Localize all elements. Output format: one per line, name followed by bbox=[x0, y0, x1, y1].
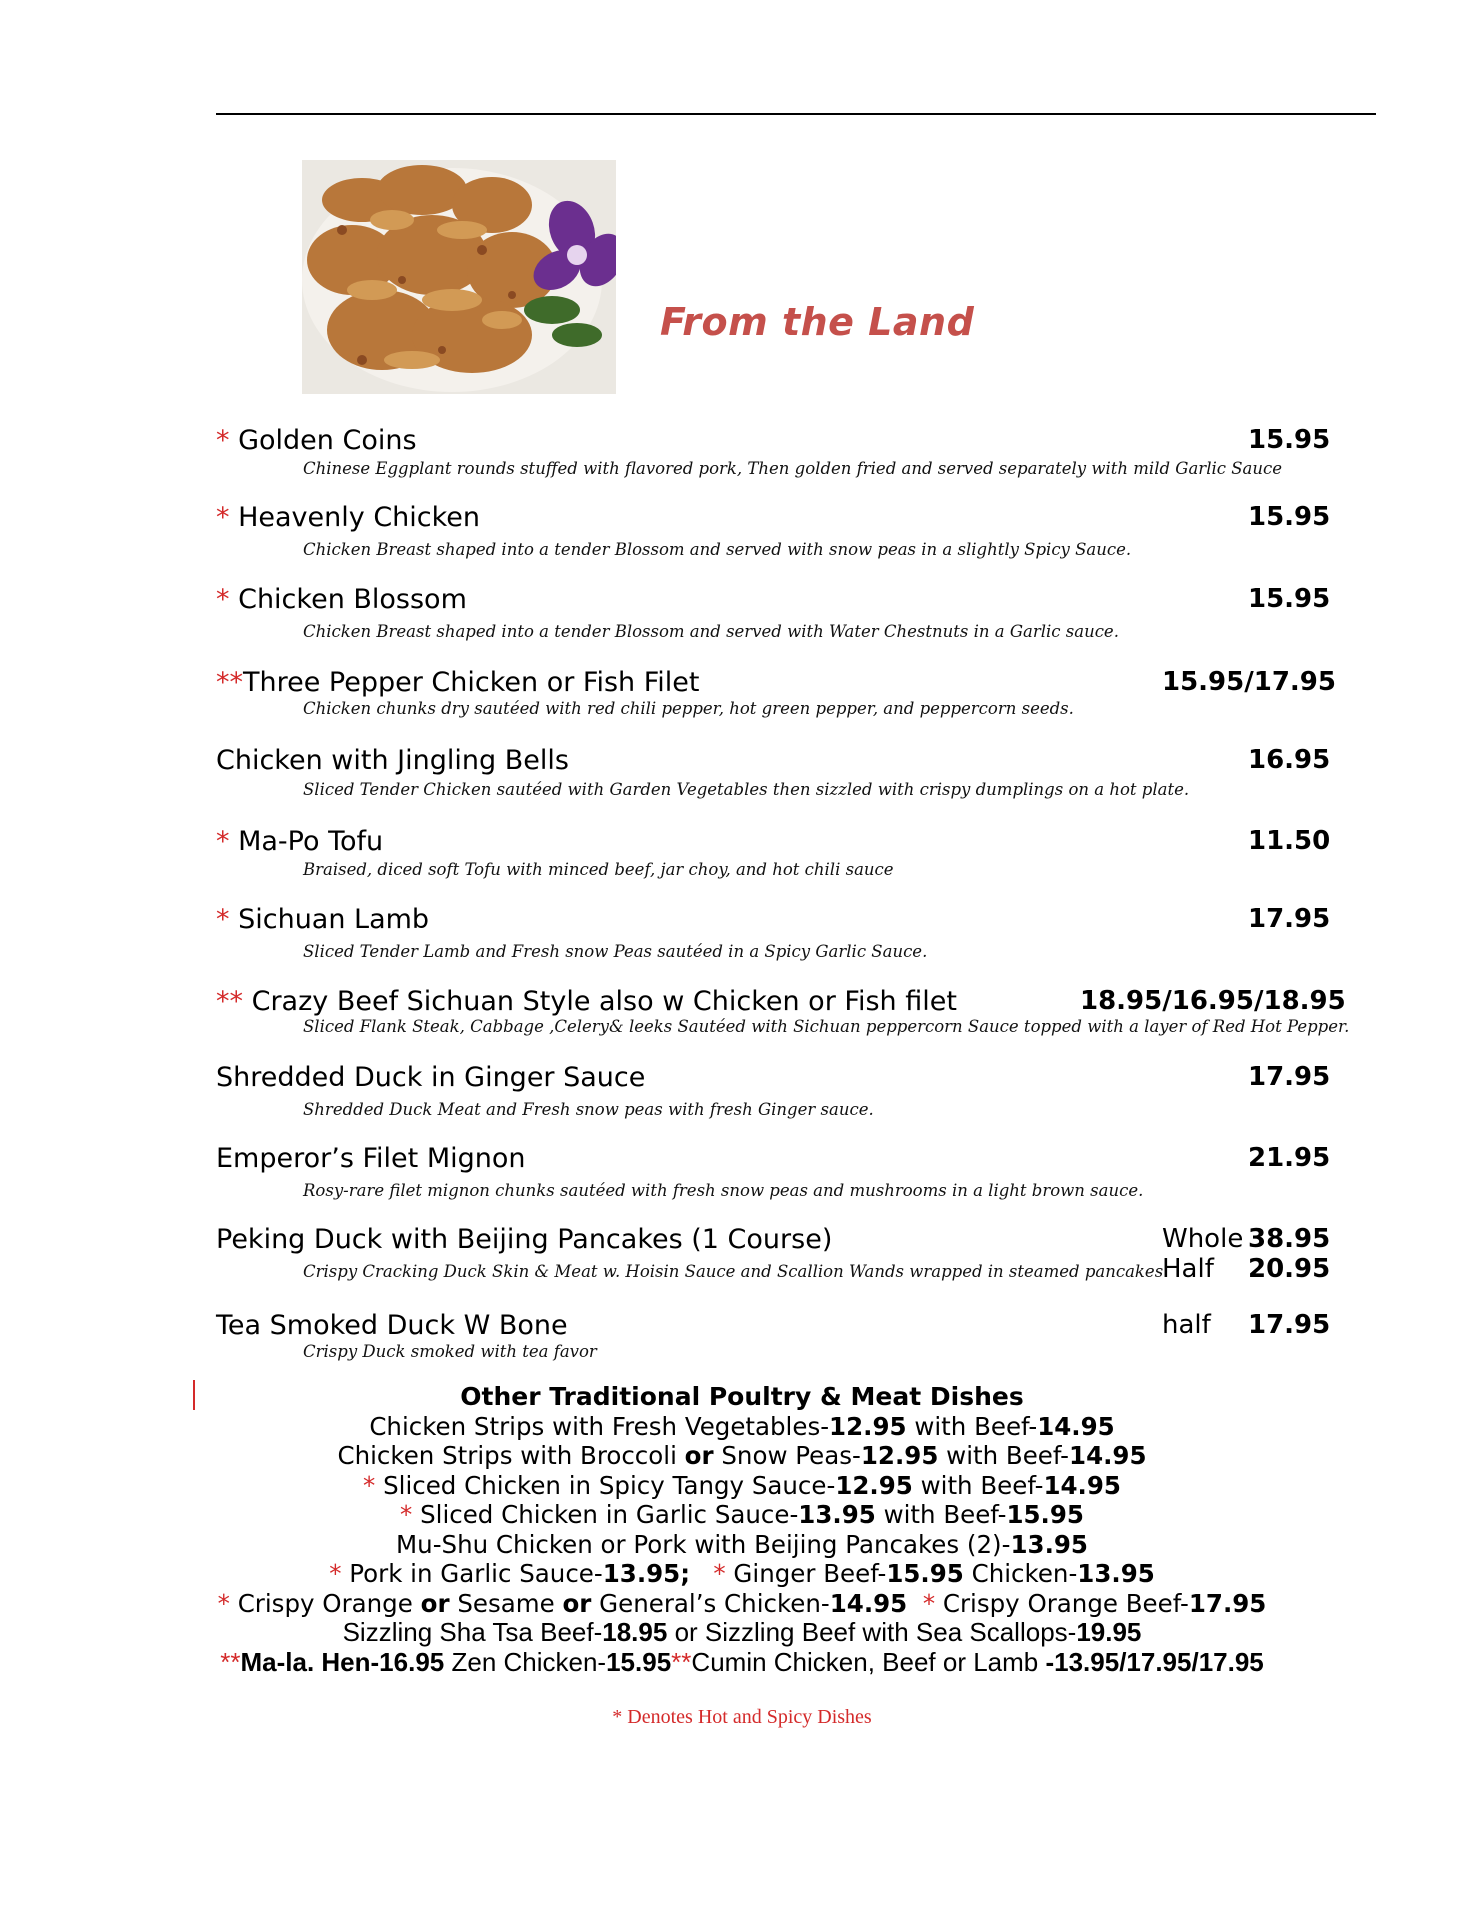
item-price: 17.95 bbox=[1248, 1310, 1331, 1340]
item-price: 18.95/16.95/18.95 bbox=[1080, 986, 1346, 1016]
traditional-line: Chicken Strips with Fresh Vegetables-12.95 with Beef-14.95 bbox=[369, 1411, 1115, 1441]
half-price: 20.95 bbox=[1248, 1254, 1331, 1284]
item-description: Shredded Duck Meat and Fresh snow peas with fresh Ginger sauce. bbox=[303, 1100, 874, 1119]
item-price: 16.95 bbox=[1248, 745, 1331, 775]
spicy-marker: * bbox=[216, 425, 230, 456]
spicy-marker: ** bbox=[216, 667, 243, 698]
spicy-marker: * bbox=[216, 826, 230, 857]
traditional-line: * Sliced Chicken in Spicy Tangy Sauce-12.95 with Beef-14.95 bbox=[363, 1470, 1121, 1500]
item-name: Peking Duck with Beijing Pancakes (1 Course) bbox=[216, 1224, 833, 1255]
spicy-marker: * bbox=[216, 502, 230, 533]
item-description: Crispy Cracking Duck Skin & Meat w. Hoisin Sauce and Scallion Wands wrapped in steamed pancakes bbox=[303, 1262, 1164, 1281]
dish-photo bbox=[302, 160, 616, 394]
half-label: Half bbox=[1162, 1254, 1214, 1284]
item-name: Chicken Blossom bbox=[238, 584, 467, 615]
traditional-line: * Crispy Orange or Sesame or General’s Chicken-14.95 * Crispy Orange Beef-17.95 bbox=[217, 1588, 1267, 1618]
item-description: Chicken Breast shaped into a tender Blossom and served with snow peas in a slightly Spicy Sauce. bbox=[303, 540, 1132, 559]
item-price: 15.95 bbox=[1248, 425, 1331, 455]
item-price: 15.95/17.95 bbox=[1162, 667, 1336, 697]
traditional-line: Mu-Shu Chicken or Pork with Beijing Pancakes (2)-13.95 bbox=[396, 1529, 1088, 1559]
item-name: Golden Coins bbox=[238, 425, 417, 456]
top-rule bbox=[216, 113, 1376, 115]
footnote: * Denotes Hot and Spicy Dishes bbox=[612, 1706, 872, 1728]
item-name: Tea Smoked Duck W Bone bbox=[216, 1310, 568, 1341]
traditional-line: * Sliced Chicken in Garlic Sauce-13.95 with Beef-15.95 bbox=[400, 1500, 1084, 1529]
item-name: Crazy Beef Sichuan Style also w Chicken or Fish filet bbox=[251, 986, 957, 1017]
traditional-line: Chicken Strips with Broccoli or Snow Peas-12.95 with Beef-14.95 bbox=[337, 1441, 1147, 1470]
whole-label: Whole bbox=[1162, 1224, 1244, 1254]
item-description: Rosy-rare filet mignon chunks sautéed with fresh snow peas and mushrooms in a light brown sauce. bbox=[303, 1181, 1144, 1200]
item-description: Sliced Flank Steak, Cabbage ,Celery& leeks Sautéed with Sichuan peppercorn Sauce topped with a layer of Red Hot Pepper. bbox=[303, 1017, 1350, 1036]
item-name: Heavenly Chicken bbox=[238, 502, 481, 533]
item-description: Chicken Breast shaped into a tender Blossom and served with Water Chestnuts in a Garlic sauce. bbox=[303, 622, 1119, 641]
item-name: Ma-Po Tofu bbox=[238, 826, 384, 857]
item-price: 17.95 bbox=[1248, 904, 1331, 934]
spicy-marker: * bbox=[216, 584, 230, 615]
item-description: Sliced Tender Chicken sautéed with Garden Vegetables then sizzled with crispy dumplings on a hot plate. bbox=[303, 780, 1190, 799]
item-name: Three Pepper Chicken or Fish Filet bbox=[243, 667, 700, 698]
spicy-marker: * bbox=[216, 904, 230, 935]
traditional-dishes bbox=[0, 1382, 1484, 1677]
half-label: half bbox=[1162, 1310, 1211, 1340]
item-price: 21.95 bbox=[1248, 1143, 1331, 1173]
traditional-line: * Pork in Garlic Sauce-13.95; * Ginger Beef-15.95 Chicken-13.95 bbox=[329, 1559, 1155, 1588]
section-heading: Other Traditional Poultry & Meat Dishes bbox=[460, 1382, 1024, 1411]
item-description: Chicken chunks dry sautéed with red chili pepper, hot green pepper, and peppercorn seeds. bbox=[303, 699, 1074, 718]
item-name: Sichuan Lamb bbox=[238, 904, 430, 935]
page-title: From the Land bbox=[660, 300, 975, 344]
item-name: Shredded Duck in Ginger Sauce bbox=[216, 1062, 646, 1093]
item-price: 11.50 bbox=[1248, 826, 1331, 856]
whole-price: 38.95 bbox=[1248, 1224, 1331, 1254]
item-description: Sliced Tender Lamb and Fresh snow Peas sautéed in a Spicy Garlic Sauce. bbox=[303, 942, 928, 961]
traditional-line: **Ma-la. Hen-16.95 Zen Chicken-15.95**Cumin Chicken, Beef or Lamb -13.95/17.95/17.95 bbox=[220, 1646, 1264, 1677]
item-price: 17.95 bbox=[1248, 1062, 1331, 1092]
item-name: Emperor’s Filet Mignon bbox=[216, 1143, 526, 1174]
item-description: Chinese Eggplant rounds stuffed with flavored pork, Then golden fried and served separately with mild Garlic Sauce bbox=[303, 459, 1283, 478]
item-description: Braised, diced soft Tofu with minced beef, jar choy, and hot chili sauce bbox=[303, 860, 894, 879]
item-price: 15.95 bbox=[1248, 584, 1331, 614]
item-price: 15.95 bbox=[1248, 502, 1331, 532]
item-name: Chicken with Jingling Bells bbox=[216, 745, 569, 776]
spicy-marker: ** bbox=[216, 986, 243, 1017]
item-description: Crispy Duck smoked with tea favor bbox=[303, 1342, 597, 1361]
traditional-line: Sizzling Sha Tsa Beef-18.95 or Sizzling Beef with Sea Scallops-19.95 bbox=[342, 1617, 1142, 1647]
